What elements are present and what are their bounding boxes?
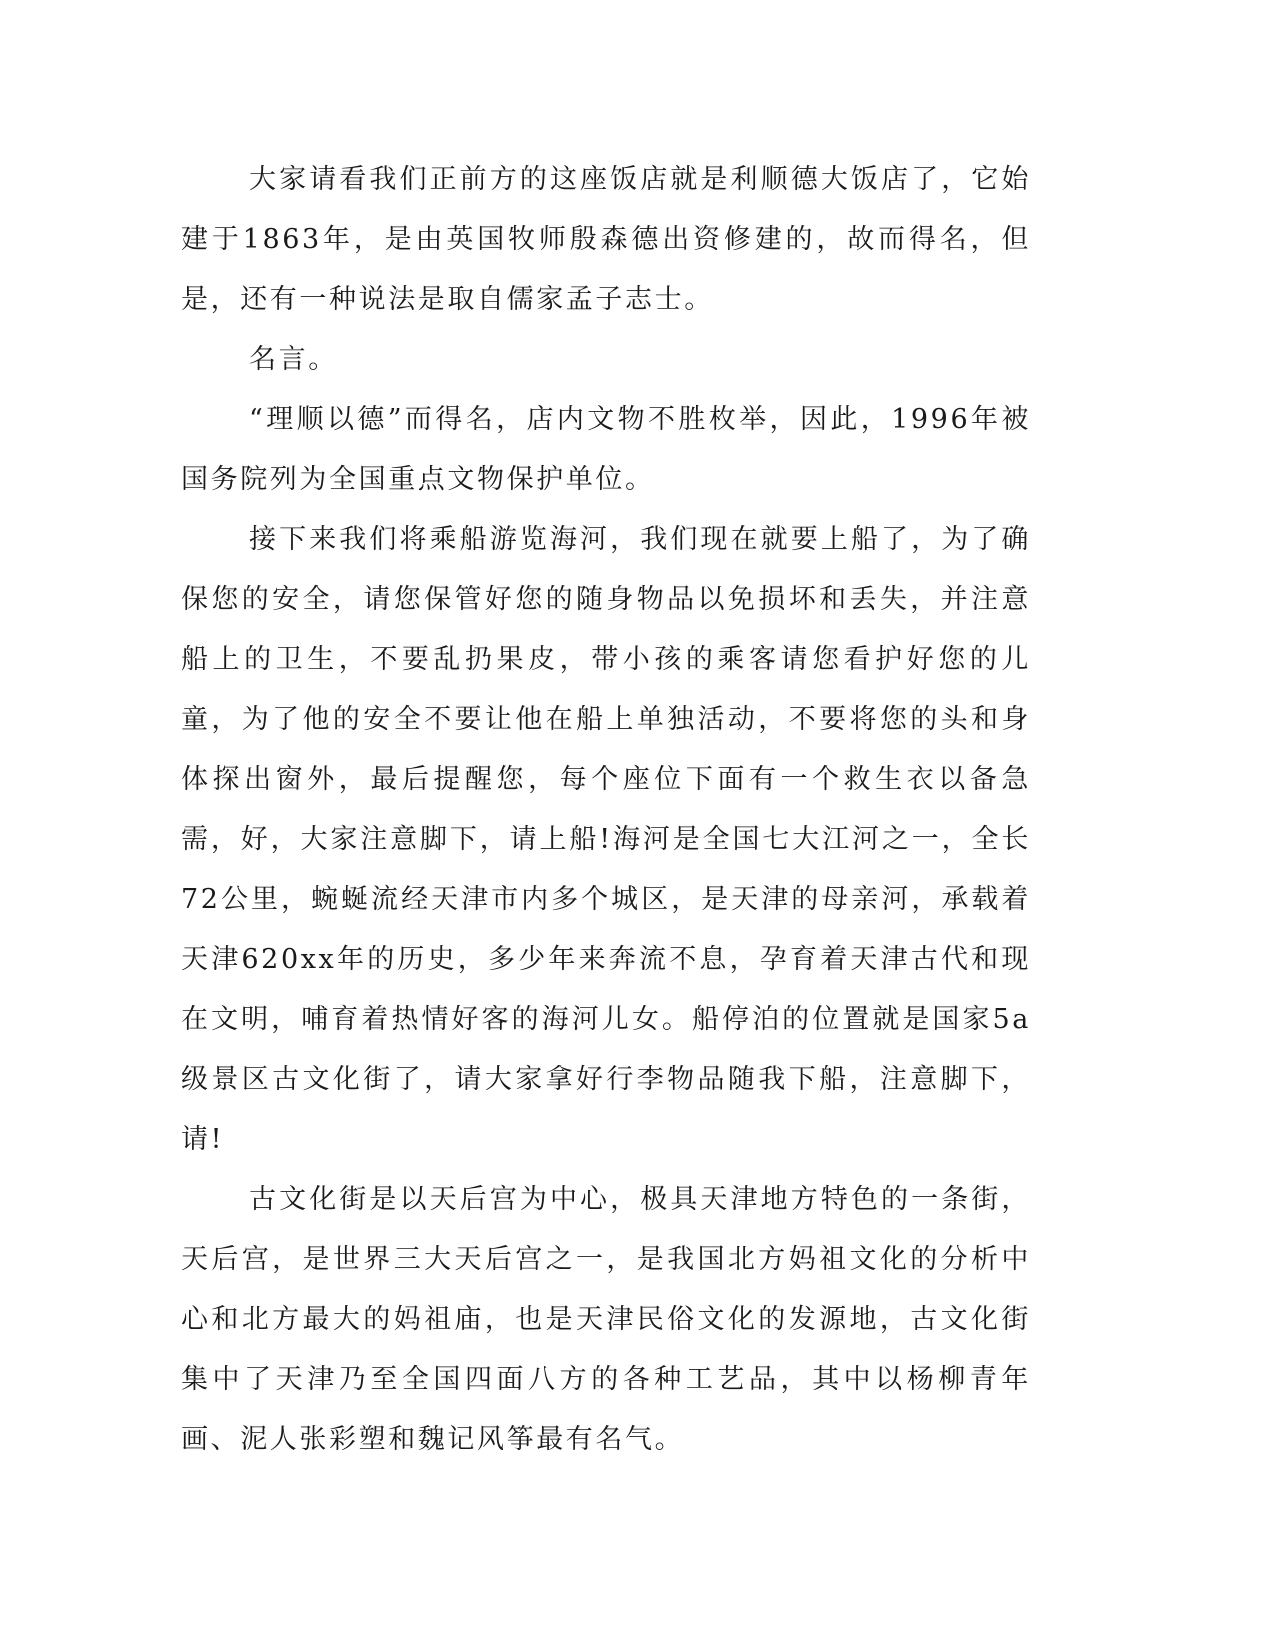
paragraph-ancient-culture-street: 古文化街是以天后宫为中心，极具天津地方特色的一条街，天后宫，是世界三大天后宫之一，是我国北方妈祖文化的分析中心和北方最大的妈祖庙，也是天津民俗文化的发源地，古文化街集中了天津乃至全国四面八方的各种工艺品，其中以杨柳青年画、泥人张彩塑和魏记风筝最有名气。	[181, 1184, 1031, 1455]
paragraph-famous-saying: 名言。	[249, 344, 338, 375]
paragraph-haihe-cruise: 接下来我们将乘船游览海河，我们现在就要上船了，为了确保您的安全，请您保管好您的随身物品以免损坏和丢失，并注意船上的卫生，不要乱扔果皮，带小孩的乘客请您看护好您的儿童，为了他的安全不要让他在船上单独活动，不要将您的头和身体探出窗外，最后提醒您，每个座位下面有一个救生衣以备急需，好，大家注意脚下，请上船!海河是全国七大江河之一，全长72公里，蜿蜒流经天津市内多个城区，是天津的母亲河，承载着天津620xx年的历史，多少年来奔流不息，孕育着天津古代和现在文明，哺育着热情好客的海河儿女。船停泊的位置就是国家5a级景区古文化街了，请大家拿好行李物品随我下船，注意脚下，请!	[181, 524, 1031, 1155]
paragraph-cultural-relic: “理顺以德”而得名，店内文物不胜枚举，因此，1996年被国务院列为全国重点文物保护单位。	[181, 404, 1031, 495]
paragraph-lishunde-hotel: 大家请看我们正前方的这座饭店就是利顺德大饭店了，它始建于1863年，是由英国牧师殷森德出资修建的，故而得名，但是，还有一种说法是取自儒家孟子志士。	[181, 164, 1031, 315]
document-page	[181, 150, 1031, 1470]
